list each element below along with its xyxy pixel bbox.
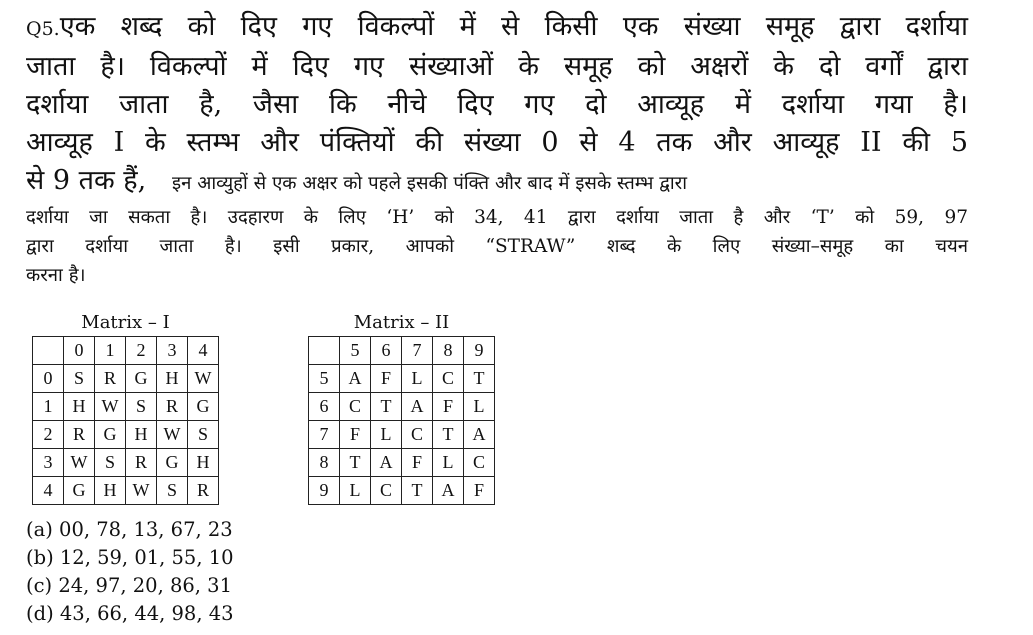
table-cell: A [464, 421, 495, 449]
column-header: 5 [340, 337, 371, 365]
table-cell: C [402, 421, 433, 449]
table-cell: W [95, 393, 126, 421]
table-cell: F [464, 477, 495, 505]
table-row [309, 365, 495, 393]
table-cell: L [433, 449, 464, 477]
table-cell: C [371, 477, 402, 505]
row-header: 3 [33, 449, 64, 477]
table-row [309, 421, 495, 449]
table-cell: A [433, 477, 464, 505]
table-row [309, 449, 495, 477]
question-line-2: जाता है। विकल्पों में दिए गए संख्याओं के समूह को अक्षरों के दो वर्गों द्वारा [26, 51, 968, 82]
matrix-corner-cell [33, 337, 64, 365]
table-row [309, 393, 495, 421]
option-d[interactable]: (d) 43, 66, 44, 98, 43 [26, 602, 234, 625]
table-cell: S [64, 365, 95, 393]
column-header: 7 [402, 337, 433, 365]
column-header: 3 [157, 337, 188, 365]
column-header: 2 [126, 337, 157, 365]
table-cell: R [188, 477, 219, 505]
table-cell: T [433, 421, 464, 449]
column-header: 8 [433, 337, 464, 365]
table-cell: H [188, 449, 219, 477]
table-cell: R [126, 449, 157, 477]
table-cell: W [188, 365, 219, 393]
question-small-start: इन आव्युहों से एक अक्षर को पहले इसकी पंक्ति और बाद में इसके स्तम्भ द्वारा [171, 173, 687, 194]
table-cell: T [464, 365, 495, 393]
table-cell: F [433, 393, 464, 421]
option-b[interactable]: (b) 12, 59, 01, 55, 10 [26, 546, 234, 569]
table-cell: F [340, 421, 371, 449]
row-header: 4 [33, 477, 64, 505]
matrix-1-title: Matrix – I [81, 312, 170, 333]
question-number: Q5. [26, 18, 60, 40]
table-cell: G [126, 365, 157, 393]
question-small-line-3: करना है। [26, 265, 86, 286]
table-row [33, 393, 219, 421]
table-cell: H [157, 365, 188, 393]
table-cell: G [188, 393, 219, 421]
table-cell: A [340, 365, 371, 393]
question-line-4: आव्यूह I के स्तम्भ और पंक्तियों की संख्या 0 से 4 तक और आव्यूह II की 5 [26, 127, 968, 158]
option-a[interactable]: (a) 00, 78, 13, 67, 23 [26, 518, 233, 541]
row-header: 8 [309, 449, 340, 477]
matrix-2 [308, 312, 495, 505]
question-line-1: Q5.एक शब्द को दिए गए विकल्पों में से किसी एक संख्या समूह द्वारा दर्शाया [26, 11, 968, 42]
row-header: 0 [33, 365, 64, 393]
question-line-3: दर्शाया जाता है, जैसा कि नीचे दिए गए दो आव्यूह में दर्शाया गया है। [26, 89, 968, 120]
table-row [33, 477, 219, 505]
table-cell: T [371, 393, 402, 421]
table-cell: S [95, 449, 126, 477]
table-cell: R [95, 365, 126, 393]
table-cell: F [371, 365, 402, 393]
table-cell: H [126, 421, 157, 449]
matrix-2-title: Matrix – II [353, 312, 450, 333]
table-cell: F [402, 449, 433, 477]
table-cell: G [64, 477, 95, 505]
column-header: 0 [64, 337, 95, 365]
table-cell: A [371, 449, 402, 477]
matrix-2-table [308, 336, 495, 505]
column-header: 9 [464, 337, 495, 365]
question-small-line-1: दर्शाया जा सकता है। उदहारण के लिए ‘H’ को 34, 41 द्वारा दर्शाया जाता है और ‘T’ को 59, 97 [26, 207, 968, 228]
table-cell: L [371, 421, 402, 449]
row-header: 1 [33, 393, 64, 421]
table-cell: S [126, 393, 157, 421]
question-small-line-2: द्वारा दर्शाया जाता है। इसी प्रकार, आपको “STRAW” शब्द के लिए संख्या–समूह का चयन [26, 236, 968, 257]
matrix-corner-cell [309, 337, 340, 365]
table-cell: S [188, 421, 219, 449]
table-cell: L [464, 393, 495, 421]
question-line-5: से 9 तक हैं, इन आव्युहों से एक अक्षर को पहले इसकी पंक्ति और बाद में इसके स्तम्भ द्वारा [26, 165, 687, 196]
column-header: 1 [95, 337, 126, 365]
row-header: 2 [33, 421, 64, 449]
table-cell: W [64, 449, 95, 477]
table-cell: L [340, 477, 371, 505]
column-header: 4 [188, 337, 219, 365]
matrix-2-header-row [309, 337, 495, 365]
table-cell: S [157, 477, 188, 505]
table-cell: C [464, 449, 495, 477]
row-header: 9 [309, 477, 340, 505]
table-cell: G [157, 449, 188, 477]
table-row [33, 421, 219, 449]
row-header: 5 [309, 365, 340, 393]
table-cell: C [340, 393, 371, 421]
table-cell: R [64, 421, 95, 449]
matrix-1 [32, 312, 219, 505]
table-cell: W [126, 477, 157, 505]
matrix-1-table [32, 336, 219, 505]
table-cell: H [95, 477, 126, 505]
row-header: 7 [309, 421, 340, 449]
table-cell: L [402, 365, 433, 393]
table-row [309, 477, 495, 505]
column-header: 6 [371, 337, 402, 365]
answer-options [26, 516, 234, 628]
matrix-1-header-row [33, 337, 219, 365]
table-cell: A [402, 393, 433, 421]
table-cell: T [340, 449, 371, 477]
table-cell: T [402, 477, 433, 505]
table-cell: G [95, 421, 126, 449]
option-c[interactable]: (c) 24, 97, 20, 86, 31 [26, 574, 232, 597]
table-row [33, 365, 219, 393]
question-text [26, 8, 968, 290]
table-cell: H [64, 393, 95, 421]
table-cell: W [157, 421, 188, 449]
table-cell: R [157, 393, 188, 421]
row-header: 6 [309, 393, 340, 421]
table-cell: C [433, 365, 464, 393]
table-row [33, 449, 219, 477]
